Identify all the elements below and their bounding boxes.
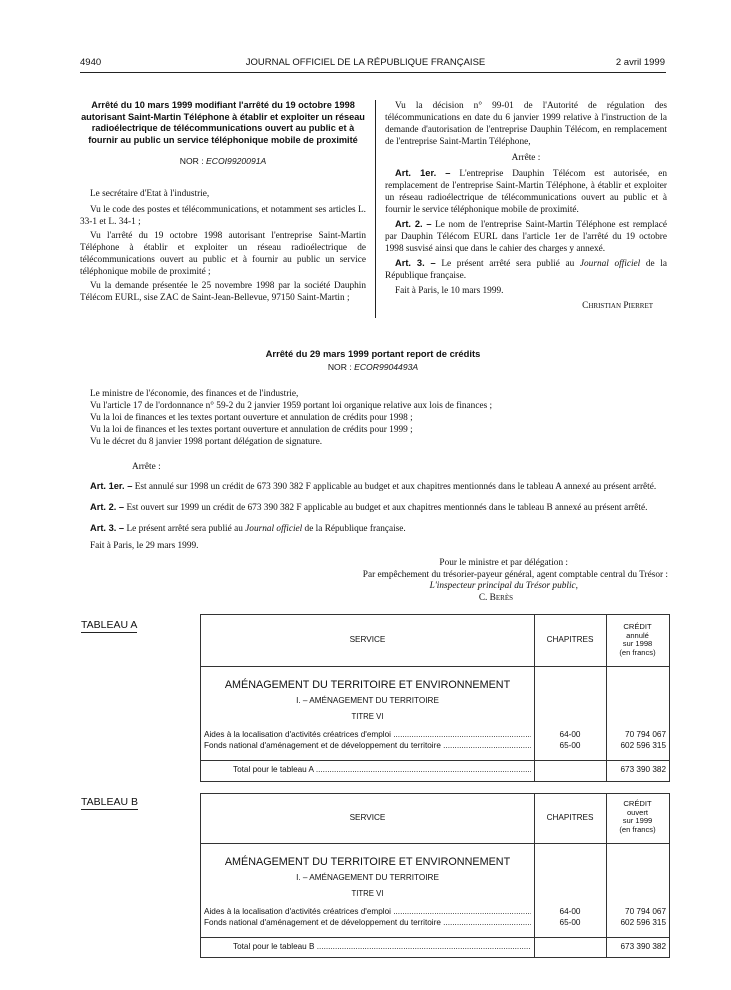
tableau-b-label: TABLEAU B	[81, 796, 138, 808]
col-header-service: SERVICE	[349, 635, 386, 644]
total-label: Total pour le tableau B .....	[233, 942, 531, 951]
arrete1-visa: Vu le code des postes et télécommunications, et notamment ses articles L. 33-1 et L. 34-1 ;	[80, 205, 366, 228]
arrete2-visa: Vu l'article 17 de l'ordonnance n° 59-2 du 2 janvier 1959 portant loi organique relative aux lois de finances ;	[90, 401, 493, 411]
row-chapitre: 65-00	[559, 741, 581, 750]
arrete2-article-2: Art. 2. – Est ouvert sur 1999 un crédit de 673 390 382 F applicable au budget et aux chapitres mentionnés dans le tableau B annexé au présent arrêté.	[90, 502, 648, 513]
col-header-chapitres: CHAPITRES	[546, 813, 594, 822]
arrete1-article-2: Art. 2. – Le nom de l'entreprise Saint-Martin Téléphone est remplacé par Dauphin Télécom EURL dans l'article 1er de l'arrêté du 19 octobre 1998 susvisé ainsi que dans le cahier des charges y annexé.	[385, 219, 667, 254]
header-rule	[80, 72, 666, 73]
row-label: Aides à la localisation d'activités créatrices d'emploi .....	[204, 730, 531, 739]
page-number: 4940	[80, 57, 102, 68]
subsection-title: I. – AMÉNAGEMENT DU TERRITOIRE	[296, 873, 439, 882]
arrete1-arrete: Arrête :	[511, 153, 541, 163]
total-label: Total pour le tableau A .....	[233, 765, 531, 774]
arrete2-visa: Vu la loi de finances et les textes portant ouverture et annulation de crédits pour 1999 ;	[90, 425, 413, 435]
row-montant: 70 794 067	[625, 730, 666, 739]
titre-label: TITRE VI	[351, 712, 384, 721]
arrete2-body	[80, 388, 668, 552]
arrete2-title: Arrêté du 29 mars 1999 portant report de crédits	[265, 348, 481, 359]
signature-line: Pour le ministre et par délégation :	[439, 558, 568, 568]
arrete2-article-3: Art. 3. – Le présent arrêté sera publié au Journal officiel de la République française.	[90, 523, 406, 534]
arrete1-article-1: Art. 1er. – L'entreprise Dauphin Télécom est autorisée, en remplacement de l'entreprise Saint-Martin Téléphone, à établir et exploiter un réseau radioélectrique de télécommunications ouvert au public et à fournir le service téléphonique mobile de proximité.	[385, 168, 667, 215]
row-chapitre: 65-00	[559, 918, 581, 927]
col-header-credit: CRÉDIT annulé sur 1998 (en francs)	[619, 622, 656, 657]
row-montant: 70 794 067	[625, 907, 666, 916]
titre-label: TITRE VI	[351, 889, 384, 898]
arrete1-visa: Le secrétaire d'Etat à l'industrie,	[90, 189, 210, 200]
row-label: Fonds national d'aménagement et de développement du territoire .....	[204, 741, 531, 750]
row-label: Aides à la localisation d'activités créatrices d'emploi .....	[204, 907, 531, 916]
arrete2-article-1: Art. 1er. – Est annulé sur 1998 un crédit de 673 390 382 F applicable au budget et aux chapitres mentionnés dans le tableau A annexé au présent arrêté.	[90, 481, 657, 492]
column-divider	[375, 100, 376, 318]
arrete2-visa: Vu le décret du 8 janvier 1998 portant délégation de signature.	[90, 437, 323, 447]
total-montant: 673 390 382	[620, 765, 666, 774]
section-title: AMÉNAGEMENT DU TERRITOIRE ET ENVIRONNEMENT	[224, 856, 511, 868]
row-chapitre: 64-00	[559, 907, 581, 916]
subsection-title: I. – AMÉNAGEMENT DU TERRITOIRE	[296, 696, 439, 705]
row-montant: 602 596 315	[620, 741, 666, 750]
section-title: AMÉNAGEMENT DU TERRITOIRE ET ENVIRONNEMENT	[224, 679, 511, 691]
tableau-a	[200, 614, 670, 782]
tableau-a-label: TABLEAU A	[81, 619, 138, 631]
arrete2-fait: Fait à Paris, le 29 mars 1999.	[90, 541, 199, 551]
header-date: 2 avril 1999	[615, 57, 665, 68]
arrete1-signature: Christian Pierret	[582, 301, 653, 311]
tableau-b	[200, 793, 670, 958]
row-chapitre: 64-00	[559, 730, 581, 739]
arrete1-left-column	[80, 100, 366, 304]
col-header-service: SERVICE	[349, 813, 386, 822]
row-label: Fonds national d'aménagement et de développement du territoire .....	[204, 918, 531, 927]
total-montant: 673 390 382	[620, 942, 666, 951]
arrete2-nor: NOR : ECOR9904493A	[327, 362, 419, 372]
arrete1-article-3: Art. 3. – Le présent arrêté sera publié au Journal officiel de la République française.	[385, 258, 668, 281]
arrete1-visa: Vu l'arrêté du 19 octobre 1998 autorisant l'entreprise Saint-Martin Téléphone à établir et exploiter un réseau radioélectrique de télécommunications ouvert au public et à fournir au public un service téléphonique mobile de proximité ;	[80, 231, 366, 278]
signature-name: C. Berès	[478, 592, 513, 603]
arrete2-visa: Le ministre de l'économie, des finances et de l'industrie,	[90, 389, 299, 399]
col-header-credit: CRÉDIT ouvert sur 1999 (en francs)	[619, 799, 656, 834]
arrete2-arrete: Arrête :	[132, 462, 161, 472]
arrete1-title: Arrêté du 10 mars 1999 modifiant l'arrêté du 19 octobre 1998 autorisant Saint-Martin Téléphone à établir et exploiter un réseau radioélectrique de télécommunications ouvert au public et à fournir au public un service téléphonique mobile de proximité	[81, 100, 365, 145]
row-montant: 602 596 315	[620, 918, 666, 927]
col-header-chapitres: CHAPITRES	[546, 635, 594, 644]
arrete1-fait: Fait à Paris, le 10 mars 1999.	[395, 286, 504, 296]
arrete2-visa: Vu la loi de finances et les textes portant ouverture et annulation de crédits pour 1998 ;	[90, 413, 413, 423]
arrete1-visa: Vu la demande présentée le 25 novembre 1998 par la société Dauphin Télécom EURL, sise ZAC de Saint-Jean-Bellevue, 97150 Saint-Martin ;	[80, 281, 366, 304]
signature-title: L'inspecteur principal du Trésor public,	[429, 581, 578, 591]
signature-line: Par empêchement du trésorier-payeur général, agent comptable central du Trésor :	[362, 569, 668, 580]
arrete1-right-column	[385, 100, 667, 312]
journal-title: JOURNAL OFFICIEL DE LA RÉPUBLIQUE FRANÇAISE	[245, 57, 486, 68]
arrete1-nor: NOR : ECOI9920091A	[179, 156, 267, 167]
arrete1-visa-decision: Vu la décision n° 99-01 de l'Autorité de régulation des télécommunications en date du 6 janvier 1999 relative à l'instruction de la demande d'autorisation de l'entreprise Dauphin Télécom, en remplacement de l'entreprise Saint-Martin Téléphone,	[385, 101, 667, 147]
arrete2-signature-block	[300, 558, 668, 604]
